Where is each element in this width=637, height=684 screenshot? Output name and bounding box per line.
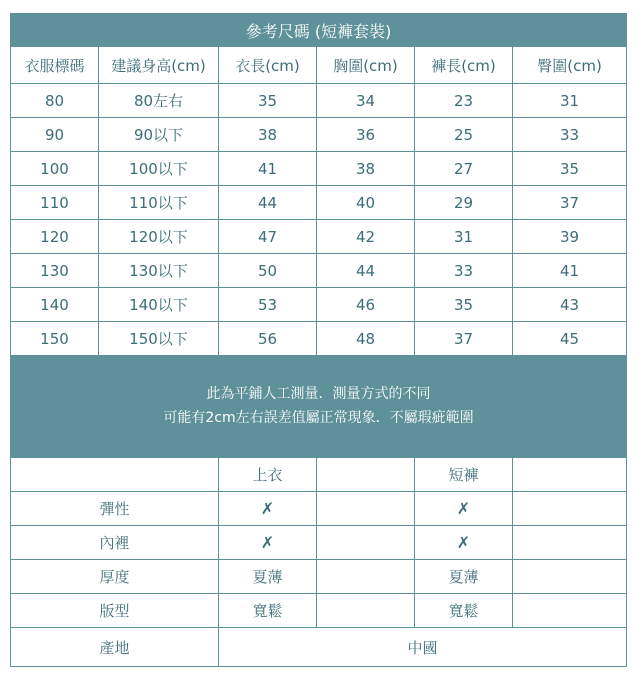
attribute-row-fit <box>11 594 627 628</box>
empty-cell <box>513 458 627 492</box>
table-row <box>11 288 627 322</box>
size-cell: 130 <box>11 254 99 288</box>
size-cell: 110 <box>11 186 99 220</box>
size-cell: 100 <box>11 152 99 186</box>
size-cell: 80 <box>11 84 99 118</box>
size-cell: 90 <box>11 118 99 152</box>
header-height: 建議身高(cm) <box>99 47 219 84</box>
header-hip: 臀圍(cm) <box>513 47 627 84</box>
pants-length-cell: 25 <box>415 118 513 152</box>
attribute-row-origin <box>11 628 627 667</box>
empty-cell <box>513 594 627 628</box>
empty-cell <box>513 560 627 594</box>
table-row <box>11 254 627 288</box>
measurement-note <box>11 356 627 457</box>
size-chart <box>10 13 626 667</box>
header-top-length: 衣長(cm) <box>219 47 317 84</box>
height-cell: 150以下 <box>99 322 219 356</box>
pants-length-cell: 23 <box>415 84 513 118</box>
top-length-cell: 53 <box>219 288 317 322</box>
pants-length-cell: 33 <box>415 254 513 288</box>
hip-cell: 41 <box>513 254 627 288</box>
table-row <box>11 220 627 254</box>
attribute-header-row <box>11 458 627 492</box>
chest-cell: 42 <box>317 220 415 254</box>
chart-title: 參考尺碼 (短褲套裝) <box>11 14 627 47</box>
empty-cell <box>317 492 415 526</box>
attribute-corner-cell <box>11 458 219 492</box>
top-value: 夏薄 <box>219 560 317 594</box>
attribute-label: 內裡 <box>11 526 219 560</box>
pants-length-cell: 31 <box>415 220 513 254</box>
table-row <box>11 84 627 118</box>
top-length-cell: 47 <box>219 220 317 254</box>
header-row <box>11 47 627 84</box>
top-value: ✗ <box>219 492 317 526</box>
attribute-table <box>10 457 627 667</box>
table-row <box>11 186 627 220</box>
top-length-cell: 35 <box>219 84 317 118</box>
height-cell: 90以下 <box>99 118 219 152</box>
attribute-label: 版型 <box>11 594 219 628</box>
size-cell: 150 <box>11 322 99 356</box>
note-line-2: 可能有2cm左右誤差值屬正常現象．不屬瑕疵範圍 <box>163 410 474 426</box>
height-cell: 110以下 <box>99 186 219 220</box>
empty-cell <box>317 560 415 594</box>
attribute-row-thickness <box>11 560 627 594</box>
height-cell: 80左右 <box>99 84 219 118</box>
empty-cell <box>317 526 415 560</box>
chest-cell: 44 <box>317 254 415 288</box>
chest-cell: 38 <box>317 152 415 186</box>
shorts-value: 夏薄 <box>415 560 513 594</box>
top-length-cell: 56 <box>219 322 317 356</box>
hip-cell: 33 <box>513 118 627 152</box>
hip-cell: 35 <box>513 152 627 186</box>
table-row <box>11 322 627 356</box>
attribute-label: 彈性 <box>11 492 219 526</box>
top-length-cell: 38 <box>219 118 317 152</box>
pants-length-cell: 27 <box>415 152 513 186</box>
pants-length-cell: 29 <box>415 186 513 220</box>
shorts-value: ✗ <box>415 526 513 560</box>
size-table <box>10 13 627 457</box>
shorts-value: 寬鬆 <box>415 594 513 628</box>
pants-length-cell: 35 <box>415 288 513 322</box>
height-cell: 100以下 <box>99 152 219 186</box>
header-pants-length: 褲長(cm) <box>415 47 513 84</box>
height-cell: 130以下 <box>99 254 219 288</box>
size-cell: 120 <box>11 220 99 254</box>
attribute-row-lining <box>11 526 627 560</box>
hip-cell: 39 <box>513 220 627 254</box>
hip-cell: 45 <box>513 322 627 356</box>
header-shorts: 短褲 <box>415 458 513 492</box>
shorts-value: ✗ <box>415 492 513 526</box>
empty-cell <box>513 492 627 526</box>
note-line-1: 此為平鋪人工測量．測量方式的不同 <box>206 386 431 402</box>
origin-label: 產地 <box>11 628 219 667</box>
attribute-row-elasticity <box>11 492 627 526</box>
origin-value: 中國 <box>219 628 627 667</box>
top-value: ✗ <box>219 526 317 560</box>
height-cell: 140以下 <box>99 288 219 322</box>
attribute-label: 厚度 <box>11 560 219 594</box>
header-chest: 胸圍(cm) <box>317 47 415 84</box>
empty-cell <box>513 526 627 560</box>
chest-cell: 46 <box>317 288 415 322</box>
chest-cell: 48 <box>317 322 415 356</box>
chest-cell: 36 <box>317 118 415 152</box>
hip-cell: 37 <box>513 186 627 220</box>
header-size-label: 衣服標碼 <box>11 47 99 84</box>
header-top: 上衣 <box>219 458 317 492</box>
hip-cell: 43 <box>513 288 627 322</box>
top-length-cell: 44 <box>219 186 317 220</box>
empty-cell <box>317 458 415 492</box>
table-row <box>11 118 627 152</box>
top-length-cell: 50 <box>219 254 317 288</box>
pants-length-cell: 37 <box>415 322 513 356</box>
chest-cell: 40 <box>317 186 415 220</box>
table-row <box>11 152 627 186</box>
hip-cell: 31 <box>513 84 627 118</box>
size-cell: 140 <box>11 288 99 322</box>
top-value: 寬鬆 <box>219 594 317 628</box>
empty-cell <box>317 594 415 628</box>
top-length-cell: 41 <box>219 152 317 186</box>
chest-cell: 34 <box>317 84 415 118</box>
height-cell: 120以下 <box>99 220 219 254</box>
